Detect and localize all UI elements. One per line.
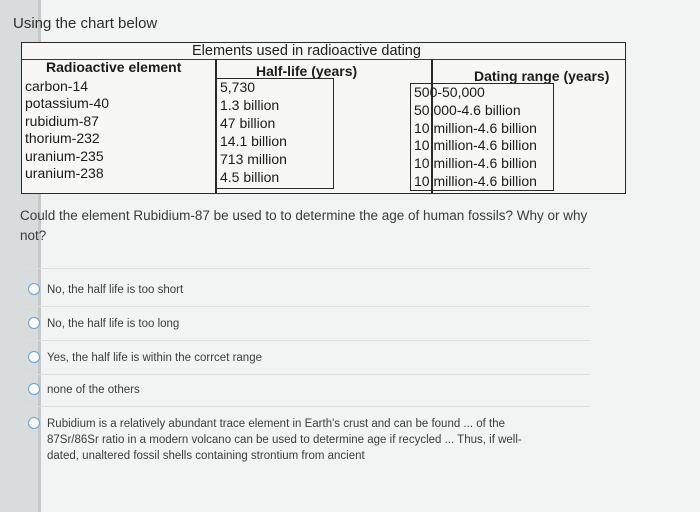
table-cell: 10 million-4.6 billion — [414, 173, 537, 189]
radio-button-icon[interactable] — [28, 383, 40, 395]
option-label: Yes, the half life is within the corrcet range — [47, 352, 262, 364]
table-caption: Elements used in radioactive dating — [192, 43, 421, 59]
table-cell: potassium-40 — [25, 95, 110, 111]
radio-button-icon[interactable] — [28, 283, 40, 295]
divider — [20, 306, 590, 307]
table-cell: carbon-14 — [25, 78, 89, 94]
table-cell: 500-50,000 — [414, 84, 485, 100]
table-cell: 5,730 — [220, 79, 256, 95]
table-cell: 4.5 billion — [220, 169, 280, 185]
table-cell: uranium-235 — [25, 148, 104, 164]
divider — [20, 374, 590, 375]
option-label: No, the half life is too short — [47, 284, 184, 296]
radio-button-icon[interactable] — [28, 317, 40, 329]
table-cell: 10 million-4.6 billion — [414, 155, 537, 171]
answer-option-5[interactable] — [28, 416, 548, 464]
table-cell: thorium-232 — [25, 130, 100, 146]
question-text: Could the element Rubidium-87 be used to to determine the age of human fossils? Why or why not? — [20, 208, 588, 243]
table-cell: 713 million — [220, 151, 287, 167]
divider — [20, 406, 590, 407]
option-label: none of the others — [47, 384, 140, 396]
table-cell: 14.1 billion — [220, 133, 287, 149]
radioactive-dating-table — [21, 42, 626, 194]
option-label: Rubidium is a relatively abundant trace element in Earth's crust and can be found ... of the 87Sr/86Sr ratio in a modern volcano can be used to determine age if recycled ... Thus, if well-dated, unaltered fossil shells containing strontium from ancient — [47, 418, 522, 462]
header-element: Radioactive element — [46, 59, 182, 75]
answer-option-3[interactable] — [28, 350, 262, 366]
divider — [20, 268, 590, 269]
answer-option-4[interactable] — [28, 382, 140, 398]
radio-button-icon[interactable] — [28, 351, 40, 363]
header-half-life: Half-life (years) — [256, 63, 358, 79]
table-cell: 10 million-4.6 billion — [414, 120, 537, 136]
intro-text: Using the chart below — [13, 15, 158, 32]
table-cell: 1.3 billion — [220, 97, 280, 113]
option-label: No, the half life is too long — [47, 318, 180, 330]
divider — [20, 340, 590, 341]
answer-option-2[interactable] — [28, 316, 179, 332]
header-dating-range: Dating range (years) — [474, 68, 610, 84]
radio-button-icon[interactable] — [28, 417, 40, 429]
table-cell: 10 million-4.6 billion — [414, 137, 537, 153]
table-cell: 47 billion — [220, 115, 276, 131]
table-cell: uranium-238 — [25, 165, 104, 181]
table-cell: rubidium-87 — [25, 113, 99, 129]
table-cell: 50,000-4.6 billion — [414, 102, 521, 118]
answer-option-1[interactable] — [28, 282, 183, 298]
